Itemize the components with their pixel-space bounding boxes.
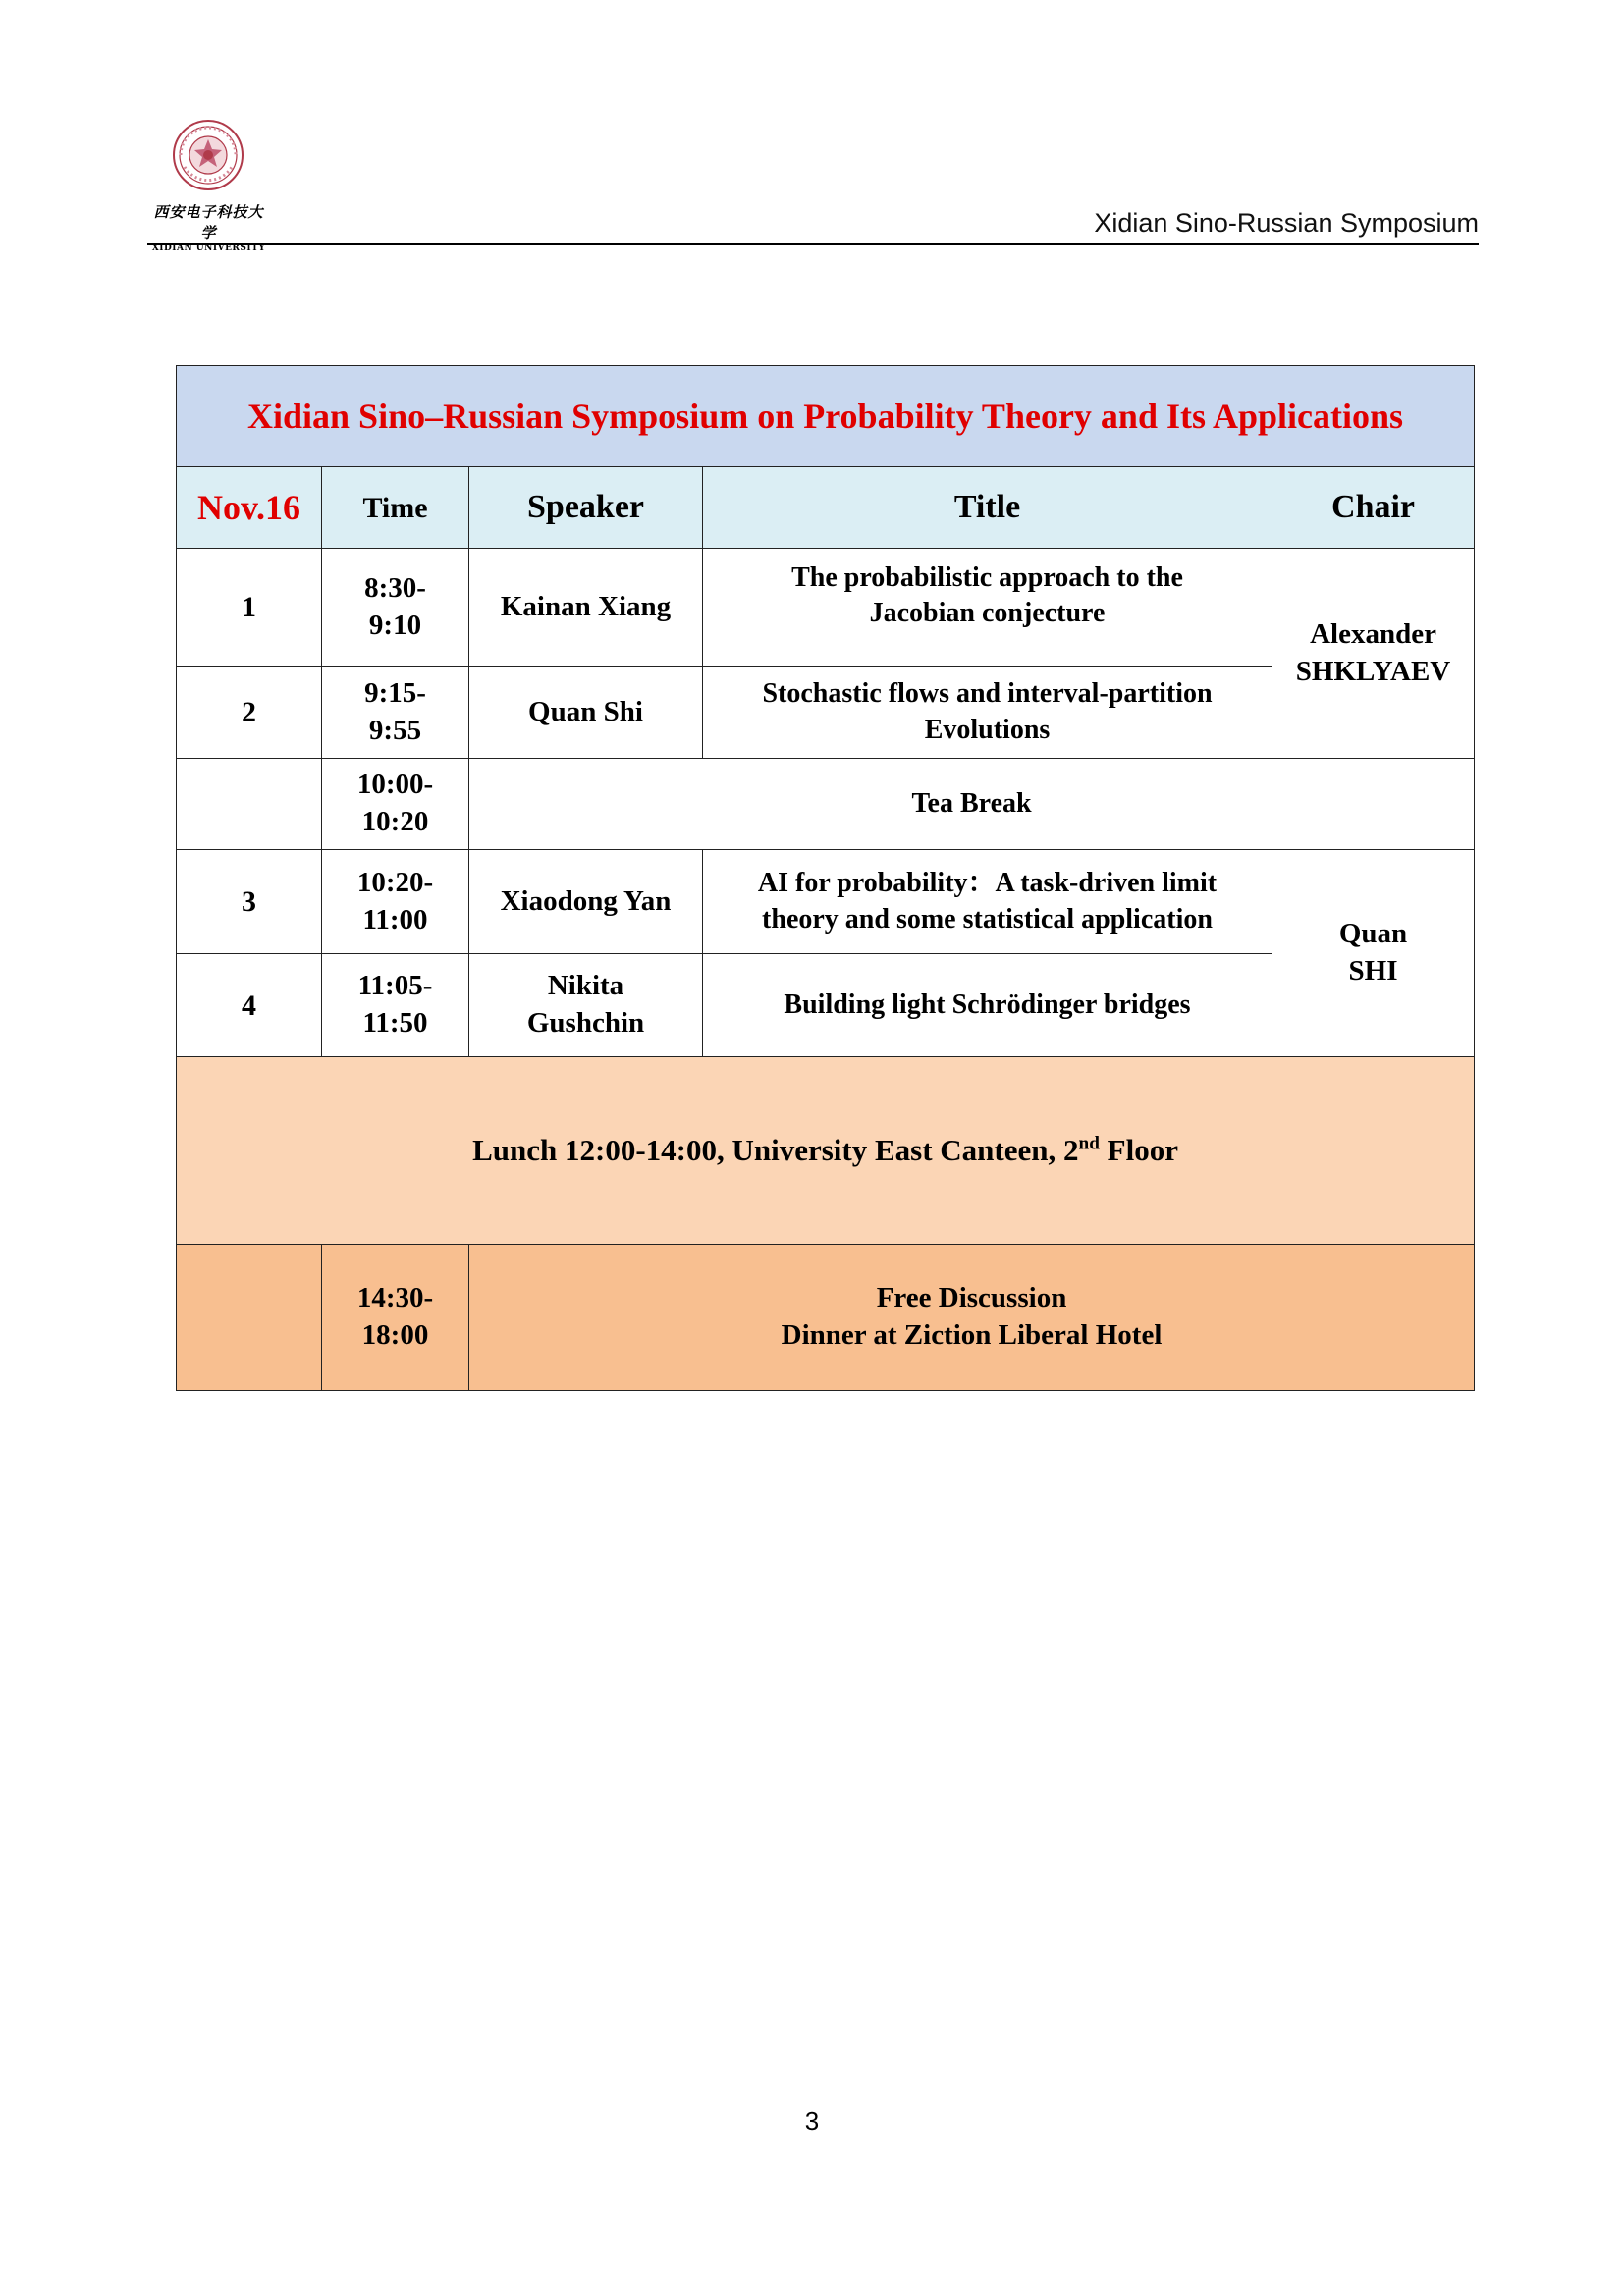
talk-time [322,667,469,759]
lunch-text-end: Floor [1099,1132,1178,1167]
activity-line: Dinner at Ziction Liberal Hotel [781,1319,1163,1351]
symposium-title: Xidian Sino–Russian Symposium on Probability Theory and Its Applications [177,366,1475,467]
chair-line: SHKLYAEV [1295,655,1451,687]
lunch-info [177,1057,1475,1245]
time-start: 9:15- [364,676,426,709]
program-table [176,365,1475,1391]
free-discussion-row [177,1245,1475,1391]
title-line: theory and some statistical application [762,903,1213,934]
evening-time [322,1245,469,1391]
time-start: 11:05- [357,970,433,1002]
speaker-name [469,850,703,954]
page-number: 3 [804,2107,820,2136]
chair-header: Chair [1272,467,1475,549]
time-end: 9:55 [368,714,422,746]
time-header: Time [322,467,469,549]
time-end: 11:00 [362,903,428,935]
talk-time [322,850,469,954]
time-end: 10:20 [361,806,429,837]
running-header-title: Xidian Sino-Russian Symposium [1094,208,1479,238]
title-header: Title [703,467,1272,549]
ordinal-suffix: nd [1078,1133,1100,1154]
column-header-row [177,467,1475,549]
talk-title [703,850,1272,954]
tea-break-label: Tea Break [469,759,1475,850]
session-chair [1272,850,1475,1057]
speaker-line: Xiaodong Yan [500,884,672,917]
speaker-header: Speaker [469,467,703,549]
talk-time [322,549,469,667]
chair-line: SHI [1348,955,1398,987]
time-start: 14:30- [356,1282,434,1314]
table-row [177,850,1475,954]
title-line: Stochastic flows and interval-partition [762,678,1213,710]
speaker-name [469,954,703,1057]
chair-line: Quan [1338,918,1408,950]
speaker-line: Quan Shi [528,695,643,727]
speaker-line: Nikita [547,970,624,1002]
talk-number: 2 [177,667,322,759]
chair-line: Alexander [1310,617,1436,650]
title-line: Evolutions [924,714,1051,745]
date-header: Nov.16 [177,467,322,549]
lunch-row [177,1057,1475,1245]
empty-cell [177,759,322,850]
logo-chinese-name: 西安电子科技大学 [153,203,264,241]
time-end: 18:00 [361,1319,429,1351]
evening-activities [469,1245,1475,1391]
title-line: The probabilistic approach to the [791,562,1183,593]
title-line: Jacobian conjecture [869,598,1106,629]
talk-title [703,667,1272,759]
time-start: 10:00- [356,769,434,801]
title-line: Building light Schrödinger bridges [784,988,1191,1020]
banner-row [177,366,1475,467]
talk-title [703,954,1272,1057]
speaker-name [469,667,703,759]
tea-break-row [177,759,1475,850]
time-start: 10:20- [356,866,434,898]
talk-title [703,549,1272,667]
title-line: AI for probability：A task-driven limit [757,868,1218,899]
break-time [322,759,469,850]
activity-line: Free Discussion [876,1282,1067,1314]
table-row [177,549,1475,667]
logo-english-name: XIDIAN UNIVERSITY [151,243,266,253]
time-end: 9:10 [368,609,422,641]
header-divider [147,243,1479,245]
talk-time [322,954,469,1057]
speaker-line: Kainan Xiang [500,590,672,622]
speaker-name [469,549,703,667]
speaker-line: Gushchin [526,1007,645,1039]
time-start: 8:30- [364,571,426,604]
lunch-text: Lunch 12:00-14:00, University East Canteen, 2 [472,1132,1079,1167]
empty-cell [177,1245,322,1391]
talk-number: 1 [177,549,322,667]
session-chair [1272,549,1475,759]
time-end: 11:50 [362,1007,428,1039]
talk-number: 3 [177,850,322,954]
university-logo [147,201,270,253]
talk-number: 4 [177,954,322,1057]
